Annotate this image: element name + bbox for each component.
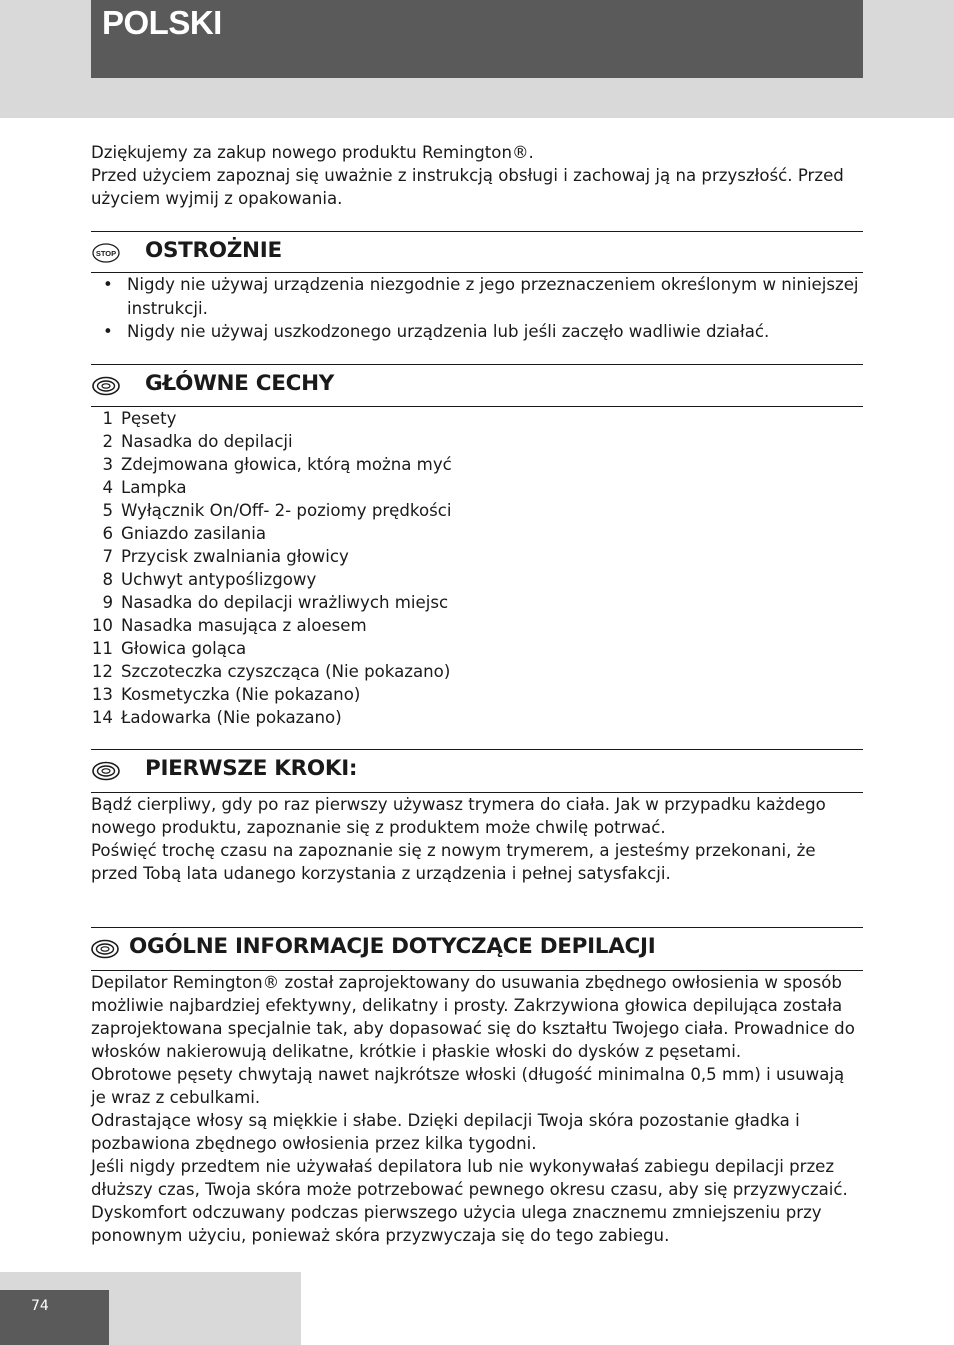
feature-item (91, 430, 863, 453)
c-ring-icon (91, 939, 119, 959)
feature-text: Przycisk zwalniania głowicy (121, 547, 349, 566)
features-header (91, 364, 863, 407)
general-paragraph: Odrastające włosy są miękkie i słabe. Dzięki depilacji Twoja skóra pozostanie gładka i pozbawiona zbędnego owłosienia przez kilka tygodni. (91, 1111, 800, 1153)
feature-text: Uchwyt antypoślizgowy (121, 570, 317, 589)
feature-item (91, 407, 863, 430)
features-list (91, 407, 863, 729)
caution-section (91, 231, 863, 344)
intro-line: Dziękujemy za zakup nowego produktu Remington®. (91, 143, 534, 162)
feature-number: 8 (102, 570, 113, 589)
feature-text: Gniazdo zasilania (121, 524, 267, 543)
first-steps-heading: PIERWSZE KROKI: (145, 756, 358, 781)
feature-item (91, 591, 863, 614)
title-bar (91, 0, 863, 78)
feature-number: 6 (102, 524, 113, 543)
feature-number: 3 (102, 455, 113, 474)
intro (91, 141, 863, 210)
feature-number: 10 (91, 616, 113, 635)
page-number: 74 (31, 1298, 49, 1314)
feature-text: Ładowarka (Nie pokazano) (121, 708, 342, 727)
general-section (91, 927, 863, 1247)
general-paragraph: Depilator Remington® został zaprojektowany do usuwania zbędnego owłosienia w sposób możliwie najbardziej efektywny, delikatny i prosty. Zakrzywiona głowica depilująca została zaprojektowana specjalnie tak, aby dopasować się do kształtu Twojego ciała. Prowadnice do włosków nakierowują delikatne, krótkie i płaskie włoski do dysków z pęsetami. (91, 973, 855, 1061)
c-ring-icon (92, 761, 120, 781)
feature-number: 11 (91, 639, 113, 658)
first-steps-section (91, 749, 863, 885)
first-steps-paragraph: Poświęć trochę czasu na zapoznanie się z nowym trymerem, a jesteśmy przekonani, że przed Tobą lata udanego korzystania z urządzenia i pełnej satysfakcji. (91, 841, 816, 883)
c-ring-icon (92, 376, 120, 396)
intro-line: Przed użyciem zapoznaj się uważnie z instrukcją obsługi i zachowaj ją na przyszłość. Przed użyciem wyjmij z opakowania. (91, 166, 844, 208)
feature-text: Wyłącznik On/Off- 2- poziomy prędkości (121, 501, 452, 520)
feature-number: 5 (102, 501, 113, 520)
feature-text: Pęsety (121, 409, 177, 428)
feature-number: 1 (102, 409, 113, 428)
caution-list (91, 273, 863, 344)
feature-item (91, 614, 863, 637)
feature-text: Zdejmowana głowica, którą można myć (121, 455, 452, 474)
general-paragraph: Obrotowe pęsety chwytają nawet najkrótsze włoski (długość minimalna 0,5 mm) i usuwają je wraz z cebulkami. (91, 1065, 845, 1107)
feature-item (91, 499, 863, 522)
feature-number: 12 (91, 662, 113, 681)
feature-item (91, 683, 863, 706)
feature-text: Nasadka do depilacji (121, 432, 293, 451)
feature-item (91, 522, 863, 545)
feature-number: 14 (91, 708, 113, 727)
feature-text: Głowica goląca (121, 639, 247, 658)
feature-item (91, 706, 863, 729)
stop-icon (92, 243, 120, 263)
feature-text: Szczoteczka czyszcząca (Nie pokazano) (121, 662, 451, 681)
page-title: POLSKI (102, 4, 222, 41)
feature-number: 7 (102, 547, 113, 566)
feature-item (91, 476, 863, 499)
feature-item (91, 568, 863, 591)
bullet: • (103, 322, 113, 341)
feature-text: Lampka (121, 478, 187, 497)
feature-text: Nasadka masująca z aloesem (121, 616, 367, 635)
general-paragraph: Jeśli nigdy przedtem nie używałaś depilatora lub nie wykonywałaś zabiegu depilacji przez dłuższy czas, Twoja skóra może potrzebować pewnego okresu czasu, aby się przyzwyczaić. Dyskomfort odczuwany podczas pierwszego użycia ulega znacznemu zmniejszeniu przy ponownym użyciu, ponieważ skóra przyzwyczaja się do tego zabiegu. (91, 1157, 848, 1245)
general-heading: OGÓLNE INFORMACJE DOTYCZĄCE DEPILACJI (129, 934, 656, 959)
feature-number: 13 (91, 685, 113, 704)
feature-text: Nasadka do depilacji wrażliwych miejsc (121, 593, 449, 612)
feature-number: 4 (102, 478, 113, 497)
first-steps-header (91, 749, 863, 793)
features-section (91, 364, 863, 729)
caution-heading: OSTROŻNIE (145, 238, 282, 263)
feature-number: 9 (102, 593, 113, 612)
list-item (91, 320, 863, 344)
page-number-box (0, 1290, 109, 1345)
bullet: • (103, 275, 113, 294)
feature-item (91, 660, 863, 683)
caution-item-text: Nigdy nie używaj uszkodzonego urządzenia lub jeśli zaczęło wadliwie działać. (127, 322, 770, 341)
stop-icon-label: STOP (95, 248, 117, 258)
feature-item (91, 453, 863, 476)
feature-number: 2 (102, 432, 113, 451)
caution-item-text: Nigdy nie używaj urządzenia niezgodnie z jego przeznaczeniem określonym w niniejszej instrukcji. (127, 275, 859, 318)
feature-text: Kosmetyczka (Nie pokazano) (121, 685, 361, 704)
general-header (91, 927, 863, 971)
features-heading: GŁÓWNE CECHY (145, 371, 335, 396)
list-item (91, 273, 863, 320)
caution-header (91, 231, 863, 273)
feature-item (91, 637, 863, 660)
first-steps-paragraph: Bądź cierpliwy, gdy po raz pierwszy używasz trymera do ciała. Jak w przypadku każdego nowego produktu, zapoznanie się z produktem może chwilę potrwać. (91, 795, 826, 837)
feature-item (91, 545, 863, 568)
